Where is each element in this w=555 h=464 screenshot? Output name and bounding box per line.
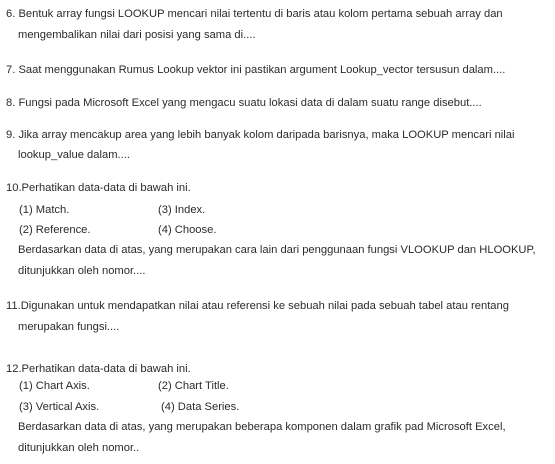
- question-11-line-1: 11.Digunakan untuk mendapatkan nilai atau referensi ke sebuah nilai pada sebuah tabel atau rentang: [6, 300, 509, 312]
- question-10-line-3: ditunjukkan oleh nomor....: [18, 265, 146, 277]
- question-10-line-2: Berdasarkan data di atas, yang merupakan cara lain dari penggunaan fungsi VLOOKUP dan HLOOKUP,: [18, 244, 536, 256]
- question-10-option-4: (4) Choose.: [158, 224, 217, 236]
- question-7-line-1: 7. Saat menggunakan Rumus Lookup vektor ini pastikan argument Lookup_vector tersusun dalam....: [6, 64, 506, 76]
- question-10-option-1: (1) Match.: [19, 204, 70, 216]
- question-12-line-3: ditunjukkan oleh nomor..: [18, 442, 140, 454]
- question-12-option-4: (4) Data Series.: [161, 401, 240, 413]
- question-10-option-3: (3) Index.: [158, 204, 206, 216]
- question-12-option-3: (3) Vertical Axis.: [19, 401, 100, 413]
- question-12-line-2: Berdasarkan data di atas, yang merupakan beberapa komponen dalam grafik pad Microsoft Excel,: [18, 421, 506, 433]
- question-10-line-1: 10.Perhatikan data-data di bawah ini.: [6, 182, 191, 194]
- question-11-line-2: merupakan fungsi....: [18, 321, 120, 333]
- question-10-option-2: (2) Reference.: [19, 224, 91, 236]
- question-12-option-2: (2) Chart Title.: [158, 380, 229, 392]
- question-6-line-1: 6. Bentuk array fungsi LOOKUP mencari nilai tertentu di baris atau kolom pertama sebuah array dan: [6, 8, 503, 20]
- question-6-line-2: mengembalikan nilai dari posisi yang sama di....: [18, 29, 256, 41]
- question-9-line-1: 9. Jika array mencakup area yang lebih banyak kolom daripada barisnya, maka LOOKUP mencari nilai: [6, 129, 515, 141]
- question-12-option-1: (1) Chart Axis.: [19, 380, 90, 392]
- question-8-line-1: 8. Fungsi pada Microsoft Excel yang mengacu suatu lokasi data di dalam suatu range disebut....: [6, 97, 482, 109]
- question-12-line-1: 12.Perhatikan data-data di bawah ini.: [6, 363, 191, 375]
- question-9-line-2: lookup_value dalam....: [18, 149, 130, 161]
